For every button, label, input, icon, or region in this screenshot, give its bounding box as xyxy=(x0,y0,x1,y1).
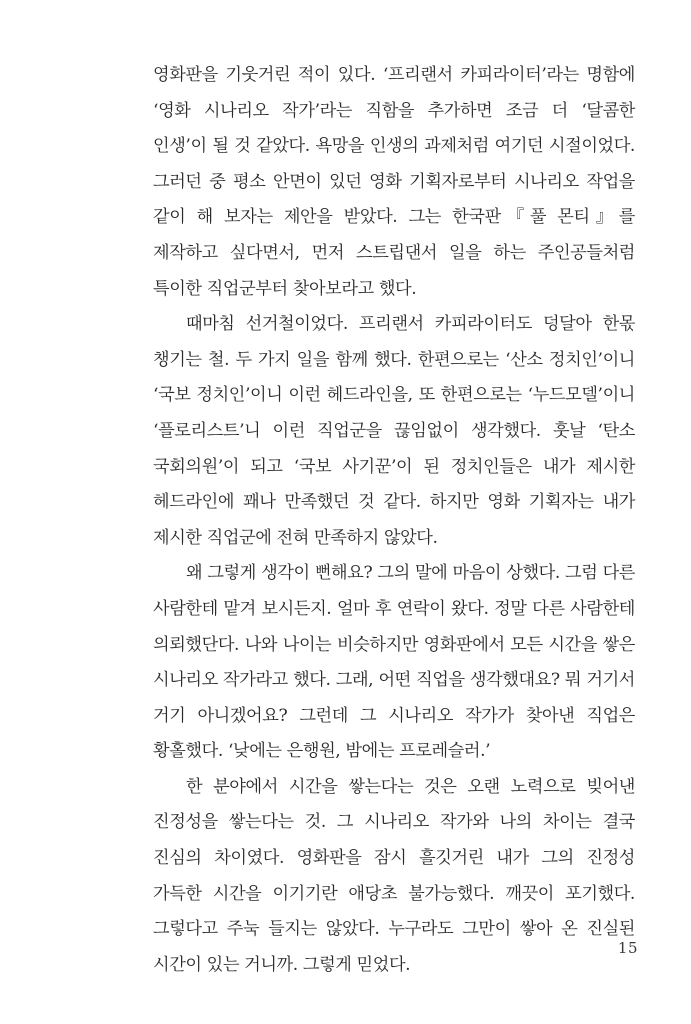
page-number: 15 xyxy=(617,939,638,957)
body-text xyxy=(153,58,635,983)
paragraph-2: 때마침 선거철이었다. 프리랜서 카피라이터도 덩달아 한몫 챙기는 철. 두 가지 일을 함께 했다. 한편으로는 ‘산소 정치인’이니 ‘국보 정치인’이니 이런 헤드라인을, 또 한편으로는 ‘누드모델’이니 ‘플로리스트’니 이런 직업군을 끊임없이 생각했다. 훗날 ‘탄소 국회의원’이 되고 ‘국보 사기꾼’이 된 정치인들은 내가 제시한 헤드라인에 꽤나 만족했던 것 같다. 하지만 영화 기획자는 내가 제시한 직업군에 전혀 만족하지 않았다. xyxy=(153,314,635,548)
paragraph-4: 한 분야에서 시간을 쌓는다는 것은 오랜 노력으로 빚어낸 진정성을 쌓는다는 것. 그 시나리오 작가와 나의 차이는 결국 진심의 차이였다. 영화판을 잠시 흘깃거린 내가 그의 진정성 가득한 시간을 이기기란 애당초 불가능했다. 깨끗이 포기했다. 그렇다고 주눅 들지는 않았다. 누구라도 그만이 쌓아 온 진실된 시간이 있는 거니까. 그렇게 믿었다. xyxy=(153,776,635,975)
paragraph-1: 영화판을 기웃거린 적이 있다. ‘프리랜서 카피라이터’라는 명함에 ‘영화 시나리오 작가’라는 직함을 추가하면 조금 더 ‘달콤한 인생’이 될 것 같았다. 욕망을 인생의 과제처럼 여기던 시절이었다. 그러던 중 평소 안면이 있던 영화 기획자로부터 시나리오 작업을 같이 해 보자는 제안을 받았다. 그는 한국판『풀 몬티』를 제작하고 싶다면서, 먼저 스트립댄서 일을 하는 주인공들처럼 특이한 직업군부터 찾아보라고 했다. xyxy=(153,65,635,299)
paragraph-3: 왜 그렇게 생각이 뻔해요? 그의 말에 마음이 상했다. 그럼 다른 사람한테 맡겨 보시든지. 얼마 후 연락이 왔다. 정말 다른 사람한테 의뢰했단다. 나와 나이는 비슷하지만 영화판에서 모든 시간을 쌓은 시나리오 작가라고 했다. 그래, 어떤 직업을 생각했대요? 뭐 거기서 거기 아니겠어요? 그런데 그 시나리오 작가가 찾아낸 직업은 황홀했다. ‘낮에는 은행원, 밤에는 프로레슬러.’ xyxy=(153,563,635,762)
